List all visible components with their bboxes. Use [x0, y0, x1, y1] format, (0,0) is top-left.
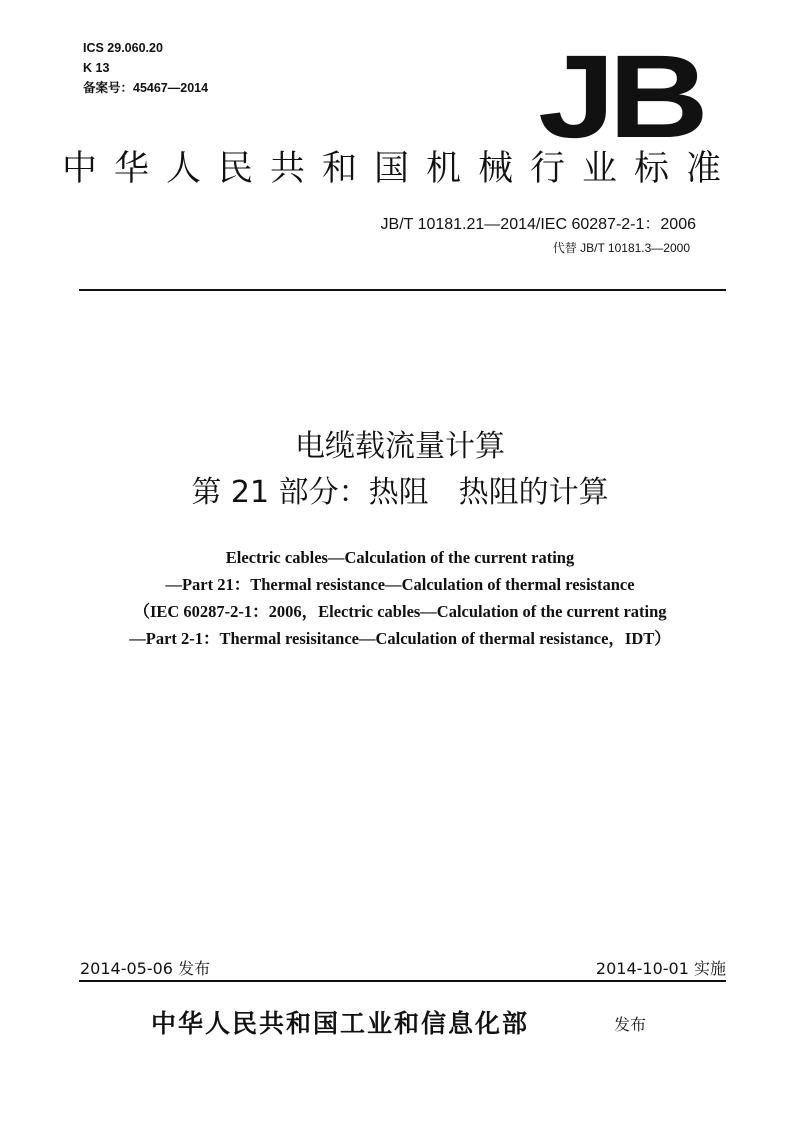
title-en-line-3: （IEC 60287-2-1：2006，Electric cables—Calculation of the current rating — [133, 602, 667, 621]
publisher-suffix: 发布 — [614, 1015, 647, 1034]
bottom-divider — [79, 980, 726, 982]
title-cn-line-2: 第 21 部分：热阻 热阻的计算 — [191, 475, 609, 510]
title-en-line-4: —Part 2-1：Thermal resisitance—Calculation of thermal resistance，IDT） — [129, 629, 671, 648]
record-number: 备案号：45467—2014 — [83, 81, 209, 95]
implementation-date: 2014-10-01 实施 — [595, 959, 726, 978]
ics-code: ICS 29.060.20 — [83, 41, 163, 55]
issue-date: 2014-05-06 发布 — [80, 959, 211, 978]
title-en-line-1: Electric cables—Calculation of the current rating — [225, 548, 575, 567]
standard-category: 中华人民共和国机械行业标准 — [61, 149, 738, 189]
top-divider — [79, 289, 726, 291]
ccs-code: K 13 — [83, 61, 110, 75]
title-en-line-2: —Part 21：Thermal resistance—Calculation of thermal resistance — [165, 575, 635, 594]
replaced-standard: 代替 JB/T 10181.3—2000 — [552, 241, 690, 255]
standard-number: JB/T 10181.21—2014/IEC 60287-2-1：2006 — [380, 216, 696, 233]
jb-logo: JB — [538, 31, 702, 163]
publisher: 中华人民共和国工业和信息化部 — [151, 1009, 530, 1038]
title-cn-line-1: 电缆载流量计算 — [295, 429, 505, 464]
